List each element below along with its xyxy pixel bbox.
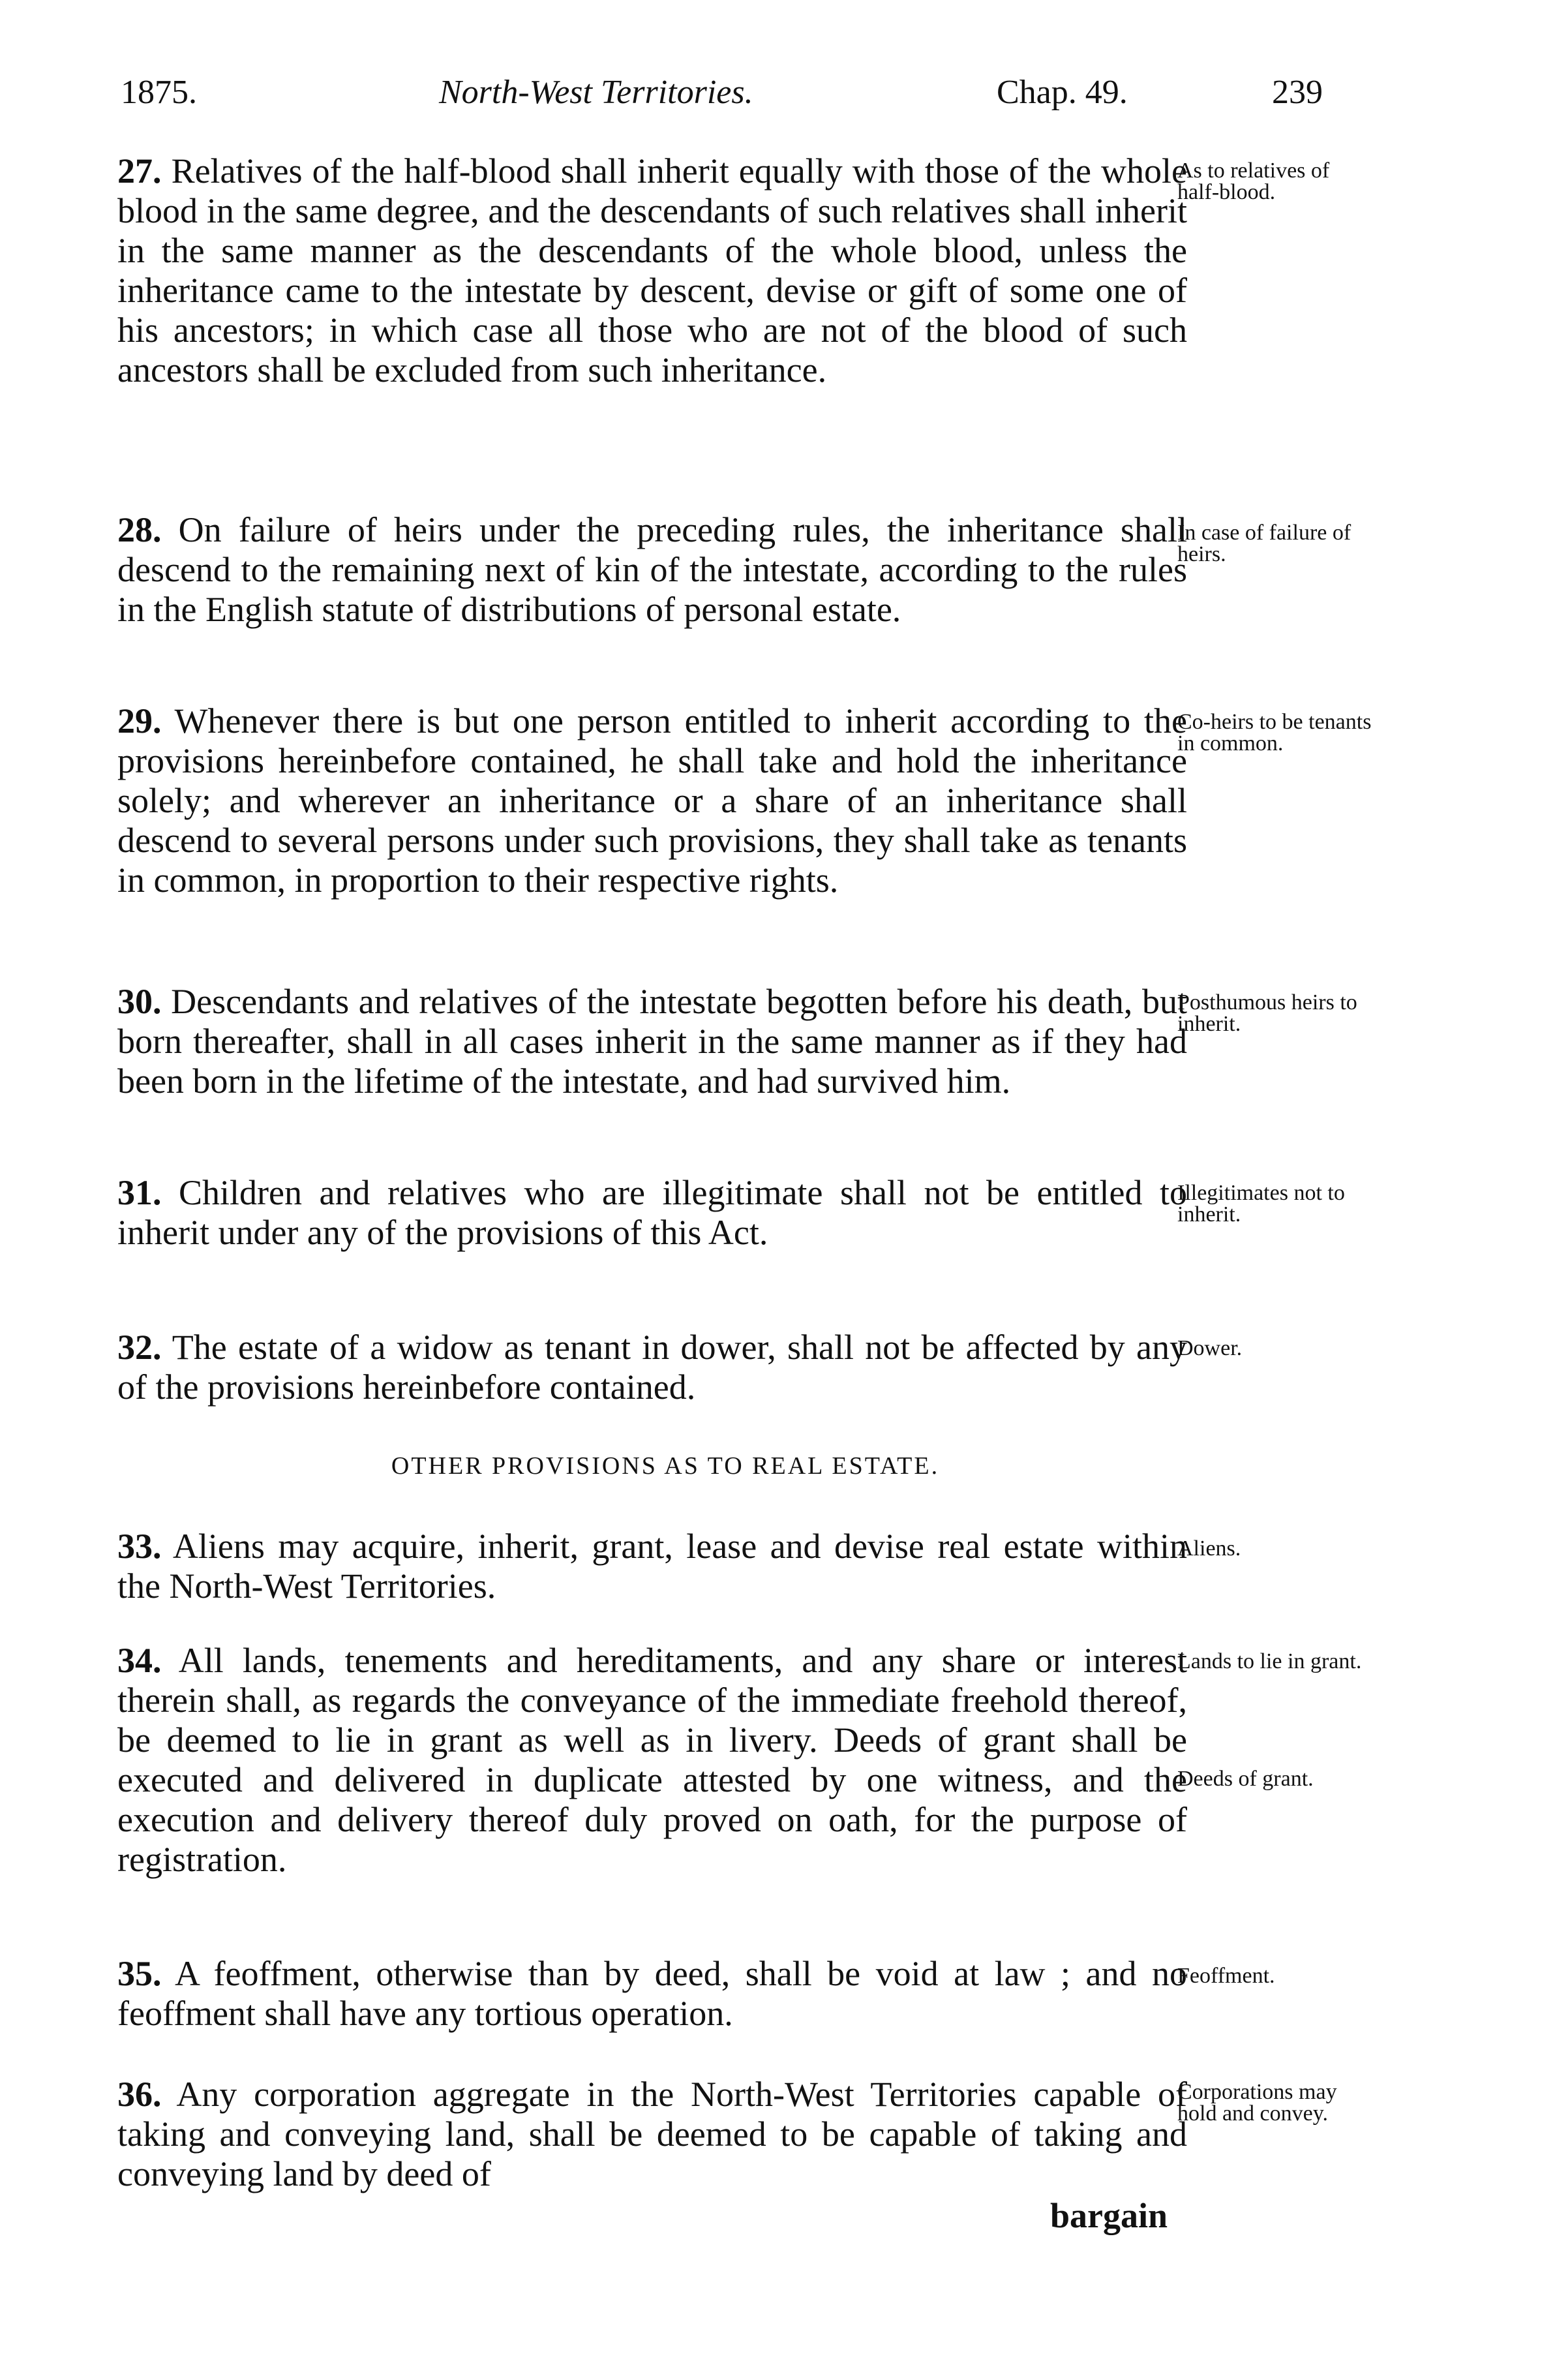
section-31-text xyxy=(117,1173,1187,1253)
margin-note-27: As to relatives of half-blood. xyxy=(1177,159,1330,204)
section-body: Whenever there is but one person entitled to inherit according to the provisions hereinbefore contained, he shall take and hold the inheritance solely; and wherever an inheritance or a share of an inheritance shall descend to several persons under such provisions, they shall take as tenants in common, in proportion to their respective rights. xyxy=(117,701,1187,900)
margin-note-33: Aliens. xyxy=(1177,1536,1241,1561)
section-33 xyxy=(117,1527,1187,1606)
section-33-text xyxy=(117,1527,1187,1606)
section-number: 32. xyxy=(117,1328,162,1367)
section-body: A feoffment, otherwise than by deed, shall be void at law ; and no feoffment shall have any tortious operation. xyxy=(117,1954,1187,2033)
margin-note-32: Dower. xyxy=(1177,1336,1243,1360)
section-number: 33. xyxy=(117,1527,162,1566)
catchword: bargain xyxy=(1050,2196,1168,2235)
margin-note-28: In case of failure of heirs. xyxy=(1177,521,1351,566)
section-30 xyxy=(117,982,1187,1101)
page-header xyxy=(121,73,1360,125)
section-body: The estate of a widow as tenant in dower, shall not be affected by any of the provisions hereinbefore contained. xyxy=(117,1328,1187,1407)
section-number: 36. xyxy=(117,2075,162,2114)
section-34 xyxy=(117,1641,1187,1880)
section-body: Descendants and relatives of the intestate begotten before his death, but born thereafter, shall in all cases inherit in the same manner as if they had been born in the lifetime of the intestate, and had survived him. xyxy=(117,982,1187,1101)
margin-note-30: Posthumous heirs to inherit. xyxy=(1177,990,1357,1036)
margin-note-29: Co-heirs to be tenants in common. xyxy=(1177,710,1372,755)
section-number: 31. xyxy=(117,1173,162,1212)
section-35 xyxy=(117,1954,1187,2034)
section-number: 28. xyxy=(117,510,162,549)
section-36 xyxy=(117,2075,1187,2194)
section-27-text xyxy=(117,151,1187,390)
section-32 xyxy=(117,1328,1187,1407)
section-30-text xyxy=(117,982,1187,1101)
section-27 xyxy=(117,151,1187,390)
section-number: 29. xyxy=(117,701,162,740)
section-number: 30. xyxy=(117,982,162,1021)
margin-note-36: Corporations may hold and convey. xyxy=(1177,2080,1337,2126)
section-body: All lands, tenements and hereditaments, and any share or interest therein shall, as regards the conveyance of the immediate freehold thereof, be deemed to lie in grant as well as in livery. Deeds of grant shall be executed and delivered in duplicate attested by one witness, and the execution and delivery thereof duly proved on oath, for the purpose of registration. xyxy=(117,1641,1187,1879)
section-body: On failure of heirs under the preceding rules, the inheritance shall descend to the remaining next of kin of the intestate, according to the rules in the English statute of distributions of personal estate. xyxy=(117,510,1187,629)
section-number: 27. xyxy=(117,151,162,191)
header-page-number: 239 xyxy=(1272,74,1323,111)
section-35-text xyxy=(117,1954,1187,2034)
section-number: 34. xyxy=(117,1641,162,1680)
header-year: 1875. xyxy=(121,74,197,111)
margin-note-31: Illegitimates not to inherit. xyxy=(1177,1181,1345,1227)
section-body: Aliens may acquire, inherit, grant, lease and devise real estate within the North-West Territories. xyxy=(117,1527,1187,1606)
header-chapter: Chap. 49. xyxy=(997,74,1128,111)
section-body: Any corporation aggregate in the North-West Territories capable of taking and conveying land, shall be deemed to be capable of taking and conveying land by deed of xyxy=(117,2075,1187,2193)
margin-note-35: Feoffment. xyxy=(1177,1964,1275,1988)
section-34-text xyxy=(117,1641,1187,1880)
section-28-text xyxy=(117,510,1187,630)
section-28 xyxy=(117,510,1187,630)
section-31 xyxy=(117,1173,1187,1253)
section-29-text xyxy=(117,701,1187,900)
section-body: Relatives of the half-blood shall inherit equally with those of the whole blood in the same degree, and the descendants of such relatives shall inherit in the same manner as the descendants of the whole blood, unless the inheritance came to the intestate by descent, devise or gift of some one of his ancestors; in which case all those who are not of the blood of such ancestors shall be excluded from such inheritance. xyxy=(117,151,1187,389)
header-title: North-West Territories. xyxy=(439,74,753,111)
section-32-text xyxy=(117,1328,1187,1407)
section-heading: OTHER PROVISIONS AS TO REAL ESTATE. xyxy=(391,1452,940,1480)
section-number: 35. xyxy=(117,1954,162,1993)
section-29 xyxy=(117,701,1187,900)
margin-note-34a: Lands to lie in grant. xyxy=(1177,1649,1362,1673)
margin-note-34b: Deeds of grant. xyxy=(1177,1767,1314,1791)
section-body: Children and relatives who are illegitimate shall not be entitled to inherit under any of the provisions of this Act. xyxy=(117,1173,1187,1252)
section-36-text xyxy=(117,2075,1187,2194)
